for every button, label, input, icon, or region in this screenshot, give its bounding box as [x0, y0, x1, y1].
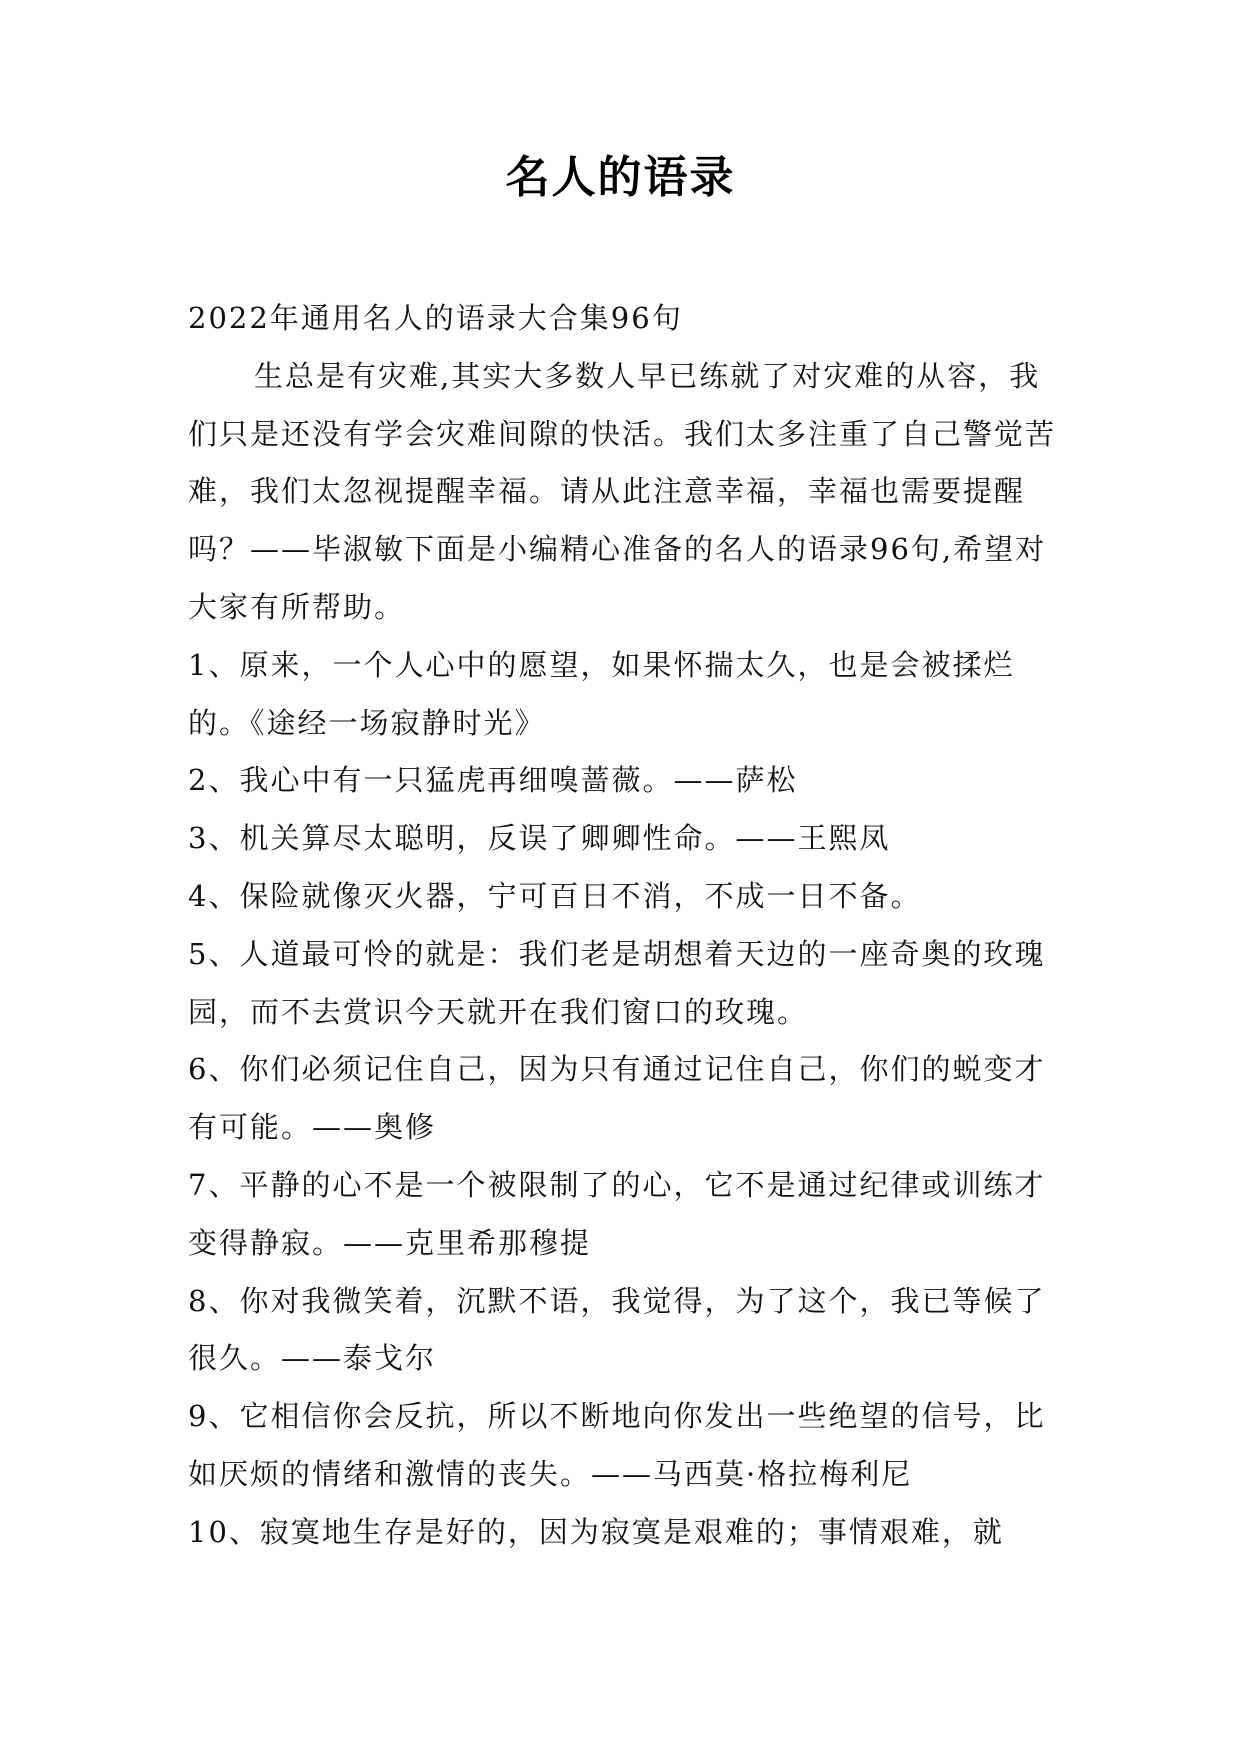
- quote-item: 2、我心中有一只猛虎再细嗅蔷薇。——萨松: [188, 763, 798, 798]
- quote-item: 8、你对我微笑着，沉默不语，我觉得，为了这个，我已等候了很久。——泰戈尔: [188, 1283, 1046, 1376]
- quote-item: 4、保险就像灭火器，宁可百日不消，不成一日不备。: [188, 878, 922, 913]
- document-title: 名人的语录: [505, 152, 736, 203]
- quote-item: 10、寂寞地生存是好的，因为寂寞是艰难的；事情艰难，就: [188, 1514, 1004, 1549]
- quote-item: 5、人道最可怜的就是：我们老是胡想着天边的一座奇奥的玫瑰园，而不去赏识今天就开在我们窗口的玫瑰。: [188, 936, 1046, 1029]
- document-subtitle: 2022年通用名人的语录大合集96句: [188, 301, 683, 335]
- intro-paragraph: 生总是有灾难,其实大多数人早已练就了对灾难的从容，我们只是还没有学会灾难间隙的快活。我们太多注重了自己警觉苦难，我们太忽视提醒幸福。请从此注意幸福，幸福也需要提醒吗？——毕淑敏下面是小编精心准备的名人的语录96句,希望对大家有所帮助。: [188, 358, 1057, 624]
- quote-item: 3、机关算尽太聪明，反误了卿卿性命。——王熙凤: [188, 821, 891, 856]
- quote-item: 1、原来，一个人心中的愿望，如果怀揣太久，也是会被揉烂的。《途经一场寂静时光》: [188, 647, 1015, 740]
- quote-item: 9、它相信你会反抗，所以不断地向你发出一些绝望的信号，比如厌烦的情绪和激情的丧失。——马西莫·格拉梅利尼: [188, 1399, 1046, 1491]
- quote-item: 6、你们必须记住自己，因为只有通过记住自己，你们的蜕变才有可能。——奥修: [188, 1052, 1046, 1145]
- quote-item: 7、平静的心不是一个被限制了的心，它不是通过纪律或训练才变得静寂。——克里希那穆提: [188, 1167, 1046, 1260]
- document-body: [188, 290, 1058, 1562]
